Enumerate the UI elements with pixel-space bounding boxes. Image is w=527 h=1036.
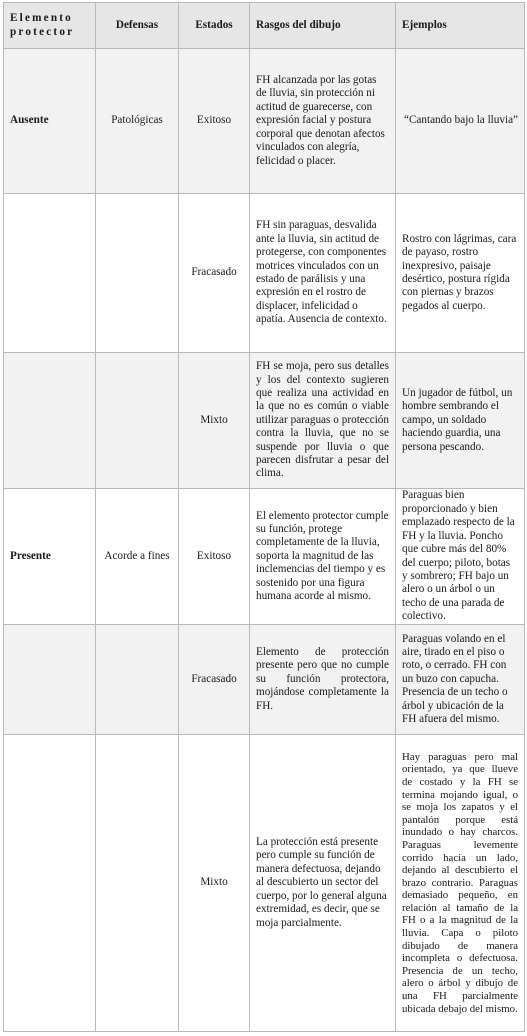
cell-rasgos: FH sin paraguas, desvalida ante la lluvia, sin actitud de protegerse, con componentes motrices vinculados con un estado de parálisis y una expresión en el rostro de displacer, infelicidad o apatía. Ausencia de contexto. <box>250 194 396 353</box>
table-row <box>4 625 525 735</box>
cell-estado: Fracasado <box>179 194 250 353</box>
cell-elemento <box>4 194 96 353</box>
defense-table <box>3 2 525 1032</box>
cell-estado: Mixto <box>179 735 250 1032</box>
table-row <box>4 194 525 353</box>
cell-rasgos: Elemento de protección presente pero que no cumple su función protectora, mojándose completamente la FH. <box>250 625 396 735</box>
cell-ejemplos: “Cantando bajo la lluvia” <box>396 49 525 194</box>
cell-rasgos: FH se moja, pero sus detalles y los del contexto sugieren que realiza una actividad en la que no es común o viable utilizar paraguas o protección contra la lluvia, que no se suspende por lluvia o que parecen disfrutar a pesar del clima. <box>250 353 396 489</box>
cell-defensas <box>96 353 179 489</box>
cell-ejemplos: Paraguas volando en el aire, tirado en el piso o roto, o cerrado. FH con un buzo con capucha. Presencia de un techo o árbol y ubicación de la FH afuera del mismo. <box>396 625 525 735</box>
cell-estado: Fracasado <box>179 625 250 735</box>
cell-defensas <box>96 625 179 735</box>
cell-ejemplos: Hay paraguas pero mal orientado, ya que llueve de costado y la FH se termina mojando igual, o se moja los zapatos y el pantalón porque está inundado o hay charcos. Paraguas levemente corrido hacia un lado, dejando al descubierto el brazo contrario. Paraguas demasiado pequeño, en relación al tamaño de la FH o a la magnitud de la lluvia. Capa o piloto dibujado de manera incompleta o defectuosa. Presencia de un techo, alero o árbol y dibujo de una FH parcialmente ubicada debajo del mismo. <box>396 735 525 1032</box>
header-ejemplos: Ejemplos <box>396 3 525 49</box>
cell-defensas <box>96 735 179 1032</box>
cell-estado: Mixto <box>179 353 250 489</box>
cell-defensas: Acorde a fines <box>96 489 179 625</box>
table-row <box>4 353 525 489</box>
header-row <box>4 3 525 49</box>
cell-rasgos: El elemento protector cumple su función, protege completamente de la lluvia, soporta la magnitud de las inclemencias del tiempo y es sostenido por una figura humana acorde al mismo. <box>250 489 396 625</box>
header-defensas: Defensas <box>96 3 179 49</box>
cell-defensas: Patológicas <box>96 49 179 194</box>
table-row <box>4 735 525 1032</box>
table-row <box>4 489 525 625</box>
cell-elemento: Presente <box>4 489 96 625</box>
cell-rasgos: La protección está presente pero cumple su función de manera defectuosa, dejando al descubierto un sector del cuerpo, por lo general alguna extremidad, es decir, que se moja parcialmente. <box>250 735 396 1032</box>
header-elemento-protector: Elemento protector <box>4 3 96 49</box>
cell-rasgos: FH alcanzada por las gotas de lluvia, sin protección ni actitud de guarecerse, con expresión facial y postura corporal que denotan afectos vinculados con alegría, felicidad o placer. <box>250 49 396 194</box>
cell-estado: Exitoso <box>179 49 250 194</box>
table-row <box>4 49 525 194</box>
cell-defensas <box>96 194 179 353</box>
header-estados: Estados <box>179 3 250 49</box>
cell-ejemplos: Rostro con lágrimas, cara de payaso, rostro inexpresivo, paisaje desértico, postura rígida con piernas y brazos pegados al cuerpo. <box>396 194 525 353</box>
cell-estado: Exitoso <box>179 489 250 625</box>
header-rasgos: Rasgos del dibujo <box>250 3 396 49</box>
cell-elemento <box>4 735 96 1032</box>
cell-elemento <box>4 625 96 735</box>
cell-elemento: Ausente <box>4 49 96 194</box>
cell-ejemplos: Un jugador de fútbol, un hombre sembrando el campo, un soldado haciendo guardia, una persona pescando. <box>396 353 525 489</box>
cell-ejemplos: Paraguas bien proporcionado y bien emplazado respecto de la FH y la lluvia. Poncho que cubre más del 80% del cuerpo; piloto, botas y sombrero; FH bajo un alero o un árbol o un techo de una parada de colectivo. <box>396 489 525 625</box>
cell-elemento <box>4 353 96 489</box>
